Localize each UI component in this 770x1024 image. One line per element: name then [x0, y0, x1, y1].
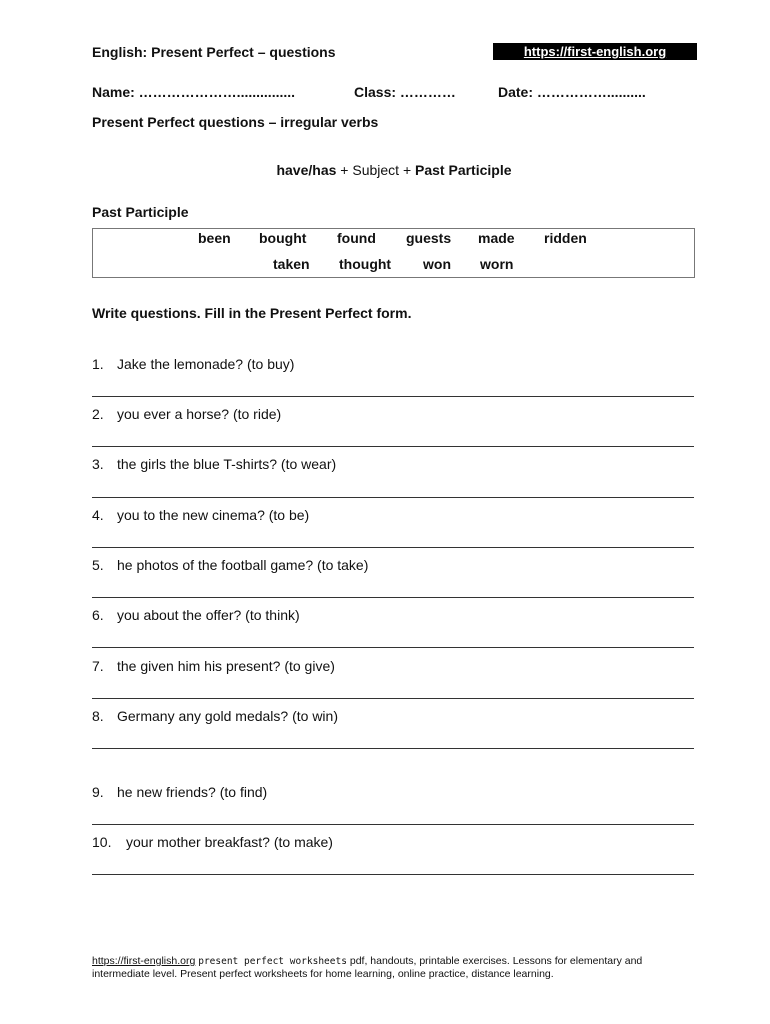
question-item — [92, 607, 300, 623]
word-bank-item: found — [337, 230, 376, 246]
footer-note — [92, 955, 692, 981]
question-text: Jake the lemonade? (to buy) — [117, 356, 295, 372]
question-number: 8. — [92, 708, 104, 724]
question-number: 6. — [92, 607, 104, 623]
date-field: Date: …………….......... — [498, 84, 646, 100]
word-bank-item: bought — [259, 230, 307, 246]
word-bank-item: ridden — [544, 230, 587, 246]
answer-line[interactable] — [92, 396, 694, 397]
site-url-badge[interactable] — [493, 43, 697, 60]
question-item — [92, 507, 309, 523]
question-item — [92, 356, 294, 372]
formula-auxiliary: have/has — [276, 162, 337, 178]
word-bank-item: thought — [339, 256, 392, 272]
formula-subject: + Subject + — [336, 162, 416, 178]
word-bank-item: made — [478, 230, 515, 246]
answer-line[interactable] — [92, 698, 694, 699]
question-text: you ever a horse? (to ride) — [117, 406, 282, 422]
question-number: 7. — [92, 658, 104, 674]
formula-participle: Past Participle — [415, 162, 512, 178]
word-bank-item: won — [423, 256, 451, 272]
question-text: he photos of the football game? (to take) — [117, 557, 369, 573]
past-participle-heading: Past Participle — [92, 204, 189, 220]
question-text: he new friends? (to find) — [117, 784, 268, 800]
question-number: 2. — [92, 406, 104, 422]
word-bank-item: taken — [273, 256, 310, 272]
worksheet-title: English: Present Perfect – questions — [92, 44, 336, 60]
word-bank-item: been — [198, 230, 231, 246]
word-bank-item: worn — [480, 256, 514, 272]
question-item — [92, 834, 333, 850]
question-item — [92, 557, 368, 573]
answer-line[interactable] — [92, 748, 694, 749]
question-item — [92, 658, 335, 674]
footer-link[interactable]: https://first-english.org — [92, 955, 196, 967]
answer-line[interactable] — [92, 547, 694, 548]
question-text: the given him his present? (to give) — [117, 658, 335, 674]
word-bank-item: guests — [406, 230, 452, 246]
question-text: you to the new cinema? (to be) — [117, 507, 310, 523]
footer-keyword: present perfect worksheets — [198, 956, 347, 967]
question-text: Germany any gold medals? (to win) — [117, 708, 338, 724]
question-number: 3. — [92, 456, 104, 472]
question-number: 4. — [92, 507, 104, 523]
answer-line[interactable] — [92, 597, 694, 598]
footer-text: pdf, handouts, printable exercises. Lessons for elementary and intermediate level. Present perfect worksheets for home learning, online practice, distance learning. — [92, 955, 643, 980]
question-text: your mother breakfast? (to make) — [126, 834, 333, 850]
word-bank-box — [92, 228, 695, 278]
answer-line[interactable] — [92, 874, 694, 875]
site-url-link[interactable]: https://first-english.org — [523, 44, 667, 59]
instructions: Write questions. Fill in the Present Perfect form. — [92, 305, 412, 321]
grammar-formula — [0, 162, 770, 178]
question-item — [92, 456, 336, 472]
question-number: 9. — [92, 784, 104, 800]
answer-line[interactable] — [92, 497, 694, 498]
question-item — [92, 406, 281, 422]
question-text: the girls the blue T-shirts? (to wear) — [117, 456, 337, 472]
answer-line[interactable] — [92, 824, 694, 825]
question-number: 10. — [92, 834, 112, 850]
class-field: Class: ………… — [354, 84, 456, 100]
answer-line[interactable] — [92, 446, 694, 447]
question-number: 1. — [92, 356, 104, 372]
question-text: you about the offer? (to think) — [117, 607, 300, 623]
question-item — [92, 784, 267, 800]
answer-line[interactable] — [92, 647, 694, 648]
section-title: Present Perfect questions – irregular verbs — [92, 114, 379, 130]
question-item — [92, 708, 338, 724]
name-field: Name: …………………............... — [92, 84, 296, 100]
question-number: 5. — [92, 557, 104, 573]
